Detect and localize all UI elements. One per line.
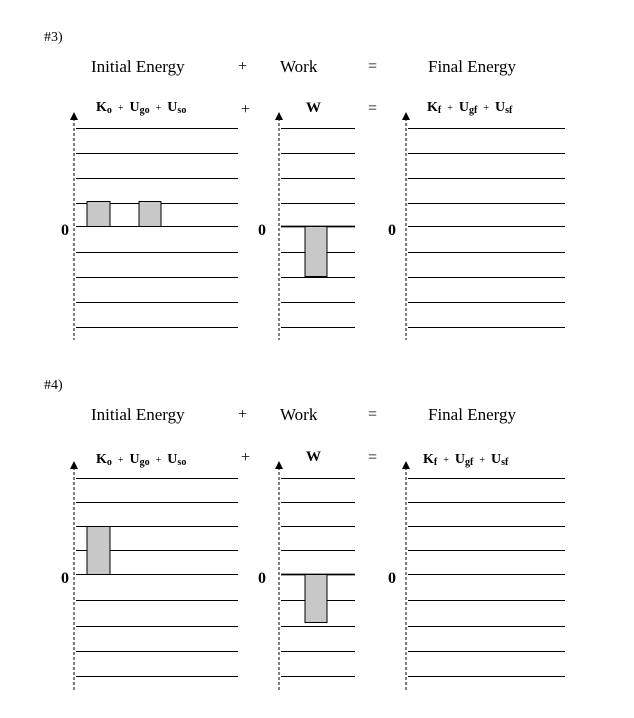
p3-bar-ko <box>87 202 110 227</box>
p4-initial-axis-arrow-icon <box>70 461 78 469</box>
p3-label-usf: $U_{sf}$ <box>494 100 513 116</box>
p3-small-plus-2: + <box>155 103 162 114</box>
p4-small-plus-3: + <box>443 455 449 466</box>
p4-header-final-energy: Final Energy <box>428 405 516 424</box>
p3-work-axis-arrow-icon <box>275 112 283 120</box>
p4-header-initial-energy: Initial Energy <box>91 405 185 424</box>
p3-bar-w <box>305 227 327 277</box>
p3-label-w: W <box>306 100 321 116</box>
p4-label-kf: $K_f$ <box>423 452 438 468</box>
p3-label-uso: $U_{so}$ <box>167 100 187 116</box>
p4-label-ko: $K_o$ <box>96 452 112 468</box>
p4-label-equals: = <box>368 449 378 466</box>
p3-bar-ugo <box>139 202 161 227</box>
p3-label-equals: = <box>368 100 378 117</box>
p3-label-ugf: $U_{gf}$ <box>458 100 478 116</box>
p4-small-plus-1: + <box>117 455 124 466</box>
p3-final-axis-arrow-icon <box>402 112 410 120</box>
p4-header-plus: + <box>238 406 248 423</box>
p3-header-work: Work <box>280 57 318 76</box>
p4-header-equals: = <box>368 406 378 423</box>
p3-initial-axis-arrow-icon <box>70 112 78 120</box>
p4-label-ugo: $U_{go}$ <box>129 452 150 468</box>
p3-zero-work: 0 <box>258 222 266 239</box>
p3-label-ko: $K_o$ <box>96 100 112 116</box>
p3-small-plus-1: + <box>117 103 124 114</box>
p3-label-ugo: $U_{go}$ <box>129 100 150 116</box>
p4-label-uso: $U_{so}$ <box>167 452 187 468</box>
p4-bar-ko <box>87 527 110 575</box>
p4-small-plus-4: + <box>479 455 485 466</box>
p3-zero-final: 0 <box>388 222 396 239</box>
p4-zero-final: 0 <box>388 570 396 587</box>
p3-header-initial-energy: Initial Energy <box>91 57 185 76</box>
p3-header-final-energy: Final Energy <box>428 57 516 76</box>
p3-header-plus: + <box>238 58 248 75</box>
p4-zero-work: 0 <box>258 570 266 587</box>
p4-label-w: W <box>306 449 321 465</box>
p3-small-plus-3: + <box>447 103 453 114</box>
problem-4-number: #4) <box>44 378 63 393</box>
problem-3-number: #3) <box>44 30 63 45</box>
p4-label-ugf: $U_{gf}$ <box>454 452 474 468</box>
p4-header-work: Work <box>280 405 318 424</box>
p3-zero-initial: 0 <box>61 222 69 239</box>
p3-small-plus-4: + <box>483 103 489 114</box>
p4-label-plus: + <box>241 449 251 466</box>
p3-label-kf: $K_f$ <box>427 100 442 116</box>
p4-work-axis-arrow-icon <box>275 461 283 469</box>
p4-zero-initial: 0 <box>61 570 69 587</box>
p4-label-usf: $U_{sf}$ <box>490 452 509 468</box>
p4-bar-w <box>305 575 327 623</box>
p3-label-plus: + <box>241 101 251 118</box>
p3-header-equals: = <box>368 58 378 75</box>
p4-final-axis-arrow-icon <box>402 461 410 469</box>
p4-small-plus-2: + <box>155 455 162 466</box>
